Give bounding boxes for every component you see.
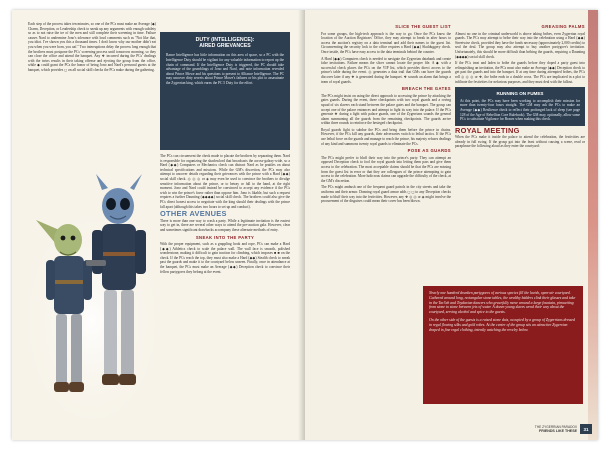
- other-avenues-paragraph: There is more than one way to crash a party. While a legitimate invitation is the easiest way to get in, there are several other ways to attend the pre-auction gala. However, clear and sometimes significant drawbacks accompany these alternate methods of entry.: [160, 218, 290, 232]
- fumes-sidebar-title: RUNNING ON FUMES: [496, 91, 544, 97]
- page-edge-decoration: [588, 10, 598, 440]
- pose-paragraph-2: The PCs might ambush one of the frequent guard patrols in the city streets and take the uniforms and their armor. Donning royal guard armor adds ◻ ◻ to any Deception checks made to bluff their way into the festivities. However, any ❖ ◎ ◎ or ◈ might involve the procurement of the disguises could mean their cover has been blown.: [321, 185, 451, 204]
- slice-paragraph: For some groups, the high-tech approach is the way to go. Once the PCs know the location of the Auction Registrars' Office, they may attempt to break in after hours to access the auction's registry on a data terminal and add their names to the guest list. Circumventing the security lock to the office requires a Hard (◆◆) Skulduggery check. Once inside, the PCs have easy access to the data terminals behind the counter.: [321, 31, 451, 54]
- circumvent-paragraph: The PCs can circumvent the check made to placate the brothers by separating them. Nard is responsible for organizing the shadowlord that broadcasts the across-galaxy-wide, so a Hard (◆◆) Computers or Mechanics check can distract Nard as he prattles on about technical specifications and missions. While the GM's discretion, the PCs may also attempt to uncover details regarding their grievances with the prince with a Hard (◆◆) social skill check. ◎ ◎ ◎ or ◈ may even be used to convince the brothers to divulge sensitive information about the prince, or to betray or fall to the hand, at the right moment. Jono and Nard could instead be convinced to accept any evidence if the PCs wish to win the prince's favor rather than oppose him. Jono is likable, but such a request requires a further Daunting (◆◆◆◆) social skill check. The brothers could also give the PCs direct honest access to negotiate with the king should their dealings with the prince fall apart (although this takes two hours to set up and conduct).: [160, 154, 290, 209]
- royal-meeting-heading: ROYAL MEETING: [455, 125, 520, 135]
- grease-heading: GREASING PALMS: [541, 24, 585, 29]
- book-spread: [12, 10, 598, 440]
- footer-chapter-title: FRIENDS LIKE THESE: [539, 429, 577, 433]
- duty-sidebar: [160, 32, 290, 150]
- royal-meeting-paragraph: When the PCs make it inside the palace to attend the celebration, the festivities are already in full swing. If the group got into the feast without causing a scene, read or paraphrase the following aloud as they enter the courtyard:: [455, 135, 585, 149]
- breach-paragraph-2: Royal guards fight to subdue the PCs and bring them before the prince in chains. However, if the PCs kill any guards, their adversaries switch to lethal tactics. If the PCs use lethal force on the guards and manage to reach the prince, his majesty refuses dealings of any kind and summons twenty royal guards to eliminate the PCs.: [321, 127, 451, 146]
- breach-heading: BREACH THE GATES: [401, 86, 451, 92]
- footer-book-title: THE ZYGERRIAN PARADOX: [534, 425, 577, 429]
- page-number: 31: [580, 424, 592, 434]
- duty-sidebar-title: [166, 37, 284, 49]
- pose-heading: POSE AS GUARDS: [407, 148, 451, 154]
- read-aloud-paragraph-1: Nearly one hundred drunken partygoers of various species fill the lavish, open-air courtyard. Gathered around long, rectangular stone tables, the wealthy bidders clink their glasses and take in the Tarl'ah and Toydarian dancers who gracefully move around a large fountain, pirouetting from stone to stone between jets of water. A dozen young slaves wend their way about the courtyard, serving alcohol and spice to the guests.: [429, 291, 576, 315]
- duty-sidebar-body: Rance Intelligence has little information on this area of space, so a PC with the Intelligence Duty should be vigilant for any valuable information to report up the chain of command. If the Intelligence Duty is triggered, the PC should take advantage of the grumblings of Jono and Nard, and note information revealed about Prince Mowe and his questions to present to Alliance Intelligence. The PC may uncover dirty secrets about Prince Mowe's failures or his plot to assassinate the Zygerrian king, which earns the PC 5 Duty for the effort.: [166, 53, 284, 85]
- pose-paragraph: The PCs might prefer to bluff their way into the prince's party. They can attempt an opposed Deception check to fool the royal guards into letting them pass and give them access to the celebration. The most acceptable claims should be that the PCs are missing from the guest list in error or that they are colleagues of the prince attempting to gain access to the celebration. More ludicrous claims can upgrade the difficulty of the check, at the GM's discretion.: [321, 155, 451, 183]
- slice-heading: SLICE THE GUEST LIST: [395, 24, 451, 29]
- right-col-1: [321, 22, 451, 206]
- sneak-paragraph: With the proper equipment, such as a grappling hook and rope, PCs can make a Hard (◆◆) Athletics check to scale the palace wall. The wall face is smooth, polished wonderstone, making it difficult to gain traction for climbing, which imposes ■ ■ on the check. If the PCs reach the top, they must also make a Hard (◆◆) Stealth check to sneak past the guards and make it to the courtyard below unseen. Finally, once in attendance at the banquet, the PCs must make an Average (◆◆) Deception check to convince their fellow partygoers they belong at the event.: [160, 242, 290, 274]
- intro-column: [28, 22, 156, 75]
- footer-text: [535, 425, 577, 433]
- fumes-sidebar: [455, 87, 585, 126]
- right-col-2: [455, 22, 585, 151]
- character-illustration: [26, 160, 158, 420]
- grease-paragraph-2: If the PCs treat and laden to bribe the guards before they doped a party guest into relinquishing an invitation, the PCs must also make an Average (◆◆) Deception check to get past the guards and into the banquet. If at any time during attempted bribes, the PCs roll ◎ ◎ ◎ or ❖, the bribe ends in a double cross. The PCs are implicated in a plot to infiltrate the festivities for nefarious purposes, and they must deal with the fallout.: [455, 61, 585, 84]
- read-aloud-paragraph-2: On the other side of the guests is a raised stone dais, occupied by a group of Zygerrians dressed in regal flowing silks and gold robes. At the center of the group sits an attractive Zygerrian draped in fine regal clothing, intently watching the revelry below.: [429, 317, 575, 332]
- left-page: [12, 10, 305, 440]
- duty-sidebar-title-line1: DUTY (INTELLIGENCE):: [195, 37, 255, 43]
- read-aloud-box: [423, 286, 583, 404]
- right-page: [305, 10, 598, 440]
- duty-text-column: [160, 154, 290, 276]
- page-footer: [535, 424, 592, 434]
- other-avenues-heading: OTHER AVENUES: [160, 209, 227, 219]
- slice-paragraph-2: A Hard (◆◆) Computers check is needed to navigate the Zygerrian databank and create false invitations. Failure means the slicer cannot locate the proper file. A ◆ with a successful check places the PCs on the VIP list, which provides direct access to the prince's table during the event. ◎ generates a data trail that GMs can have the guards discover later if any ❖ is generated during the banquet. ❖ sounds an alarm that brings a team of royal guards.: [321, 56, 451, 84]
- fumes-sidebar-body: At this point, the PCs may have been working to accomplish their mission for more than twenty-four hours straight. The GM may ask the PCs to make an Average (◆◆) Resilience check to reflect their prolonged lack of sleep (see page 128 of the Age of Rebellion Core Rulebook). The GM may, optionally, allow some PCs to substitute Vigilance for Brawn when making this check.: [460, 98, 580, 122]
- grease-paragraph: Almost no one in the criminal underworld is above taking bribes, even Zygerrian royal guards. The PCs may attempt to bribe their way into the celebration using a Hard (◆◆) Streetwise check, provided they have the funds necessary (approximately 2,000 credits) to seal the deal. The group may also attempt to buy another partygoer's invitation. Unfortunately, this should be more difficult than bribing the guards, requiring a Daunting (◆◆◆◆) social skill check.: [455, 31, 585, 59]
- sneak-heading: SNEAK INTO THE PARTY: [195, 234, 255, 240]
- duty-sidebar-title-line2: AIRED GRIEVANCES: [199, 43, 251, 50]
- intro-paragraph: Each step of the process takes ten minutes, so one of the PCs must make an Average (◆) Charm, Deception, or Leadership check to sneak up any arguments with enough subtlety so as to not raise the ire of the men and still complete their screening in time. Failure causes Nard to undermine Jono's tolerance with loud comments such as "Not like that, you idiot. I've shown you this a thousand times. I don't know why our mother didn't eat you when you were born, you oaf." Two interruptions delay the process long enough that the brothers must postpone the PCs' screening process until tomorrow morning, so they can close the office and attend the banquet. Any ❖ incurred during the PCs' dealings with the twins results in their taking offense and ejecting the group from the office, while ◆ could grant the PCs the honor of being Jono and Nard's personal guests at the banquet, which provides ◻ on all social skill checks the PCs make during the gathering.: [28, 22, 156, 72]
- breach-paragraph: The PCs might insist on using the direct approach to accessing the prince by attacking the gates guards. During the event, three checkpoints with two royal guards and a roving squad of six slavers each stand between the palace gates and the banquet. The group can accept one of the palace entrances and attempt to fight its way into the palace. If the PCs generate ❖ during a fight with palace guards, one of the Zygerrians sounds the general alarm summoning all the guards from the remaining checkpoints. The guards arrive within three rounds to reinforce the besieged checkpoint.: [321, 93, 451, 126]
